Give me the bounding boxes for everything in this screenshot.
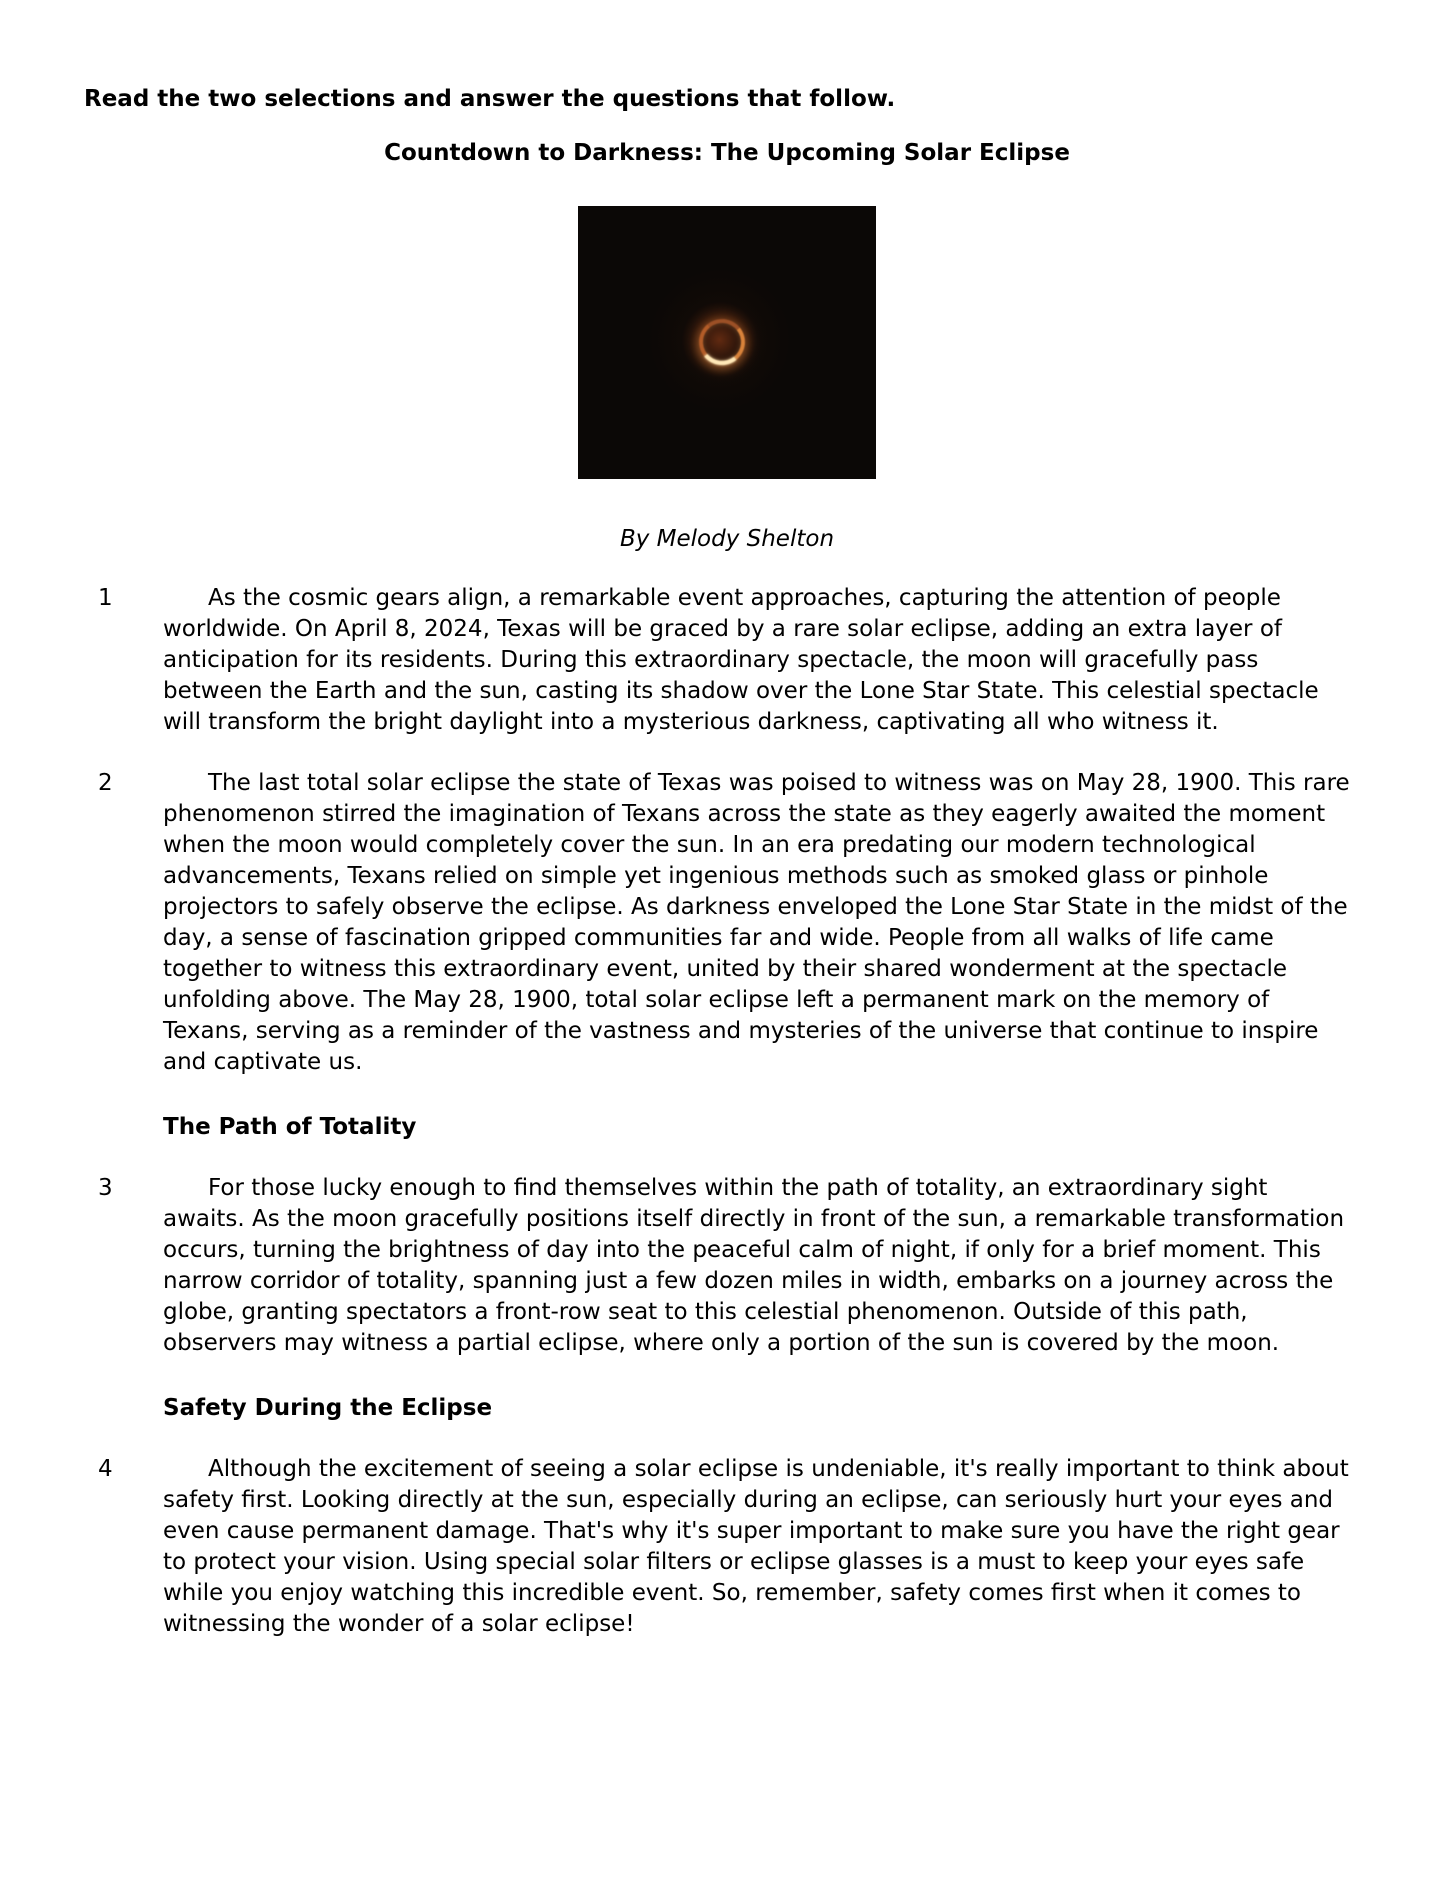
- byline: By Melody Shelton: [619, 526, 835, 552]
- paragraph-text: The last total solar eclipse the state of Texas was poised to witness was on May 28, 1900. This rare phenomenon stirred the imagination of Texans across the state as they eagerly awaited the moment when the moon would completely cover the sun. In an era predating our modern technological advancements, Texans relied on simple yet ingenious methods such as smoked glass or pinhole projectors to safely observe the eclipse. As darkness enveloped the Lone Star State in the midst of the day, a sense of fascination gripped communities far and wide. People from all walks of life came together to witness this extraordinary event, united by their shared wonderment at the spectacle unfolding above. The May 28, 1900, total solar eclipse left a permanent mark on the memory of Texans, serving as a reminder of the vastness and mysteries of the universe that continue to inspire and captivate us.: [163, 770, 1350, 1075]
- section-heading-path-of-totality: The Path of Totality: [163, 1114, 417, 1140]
- paragraph-4: [98, 1454, 1454, 1640]
- paragraph-number: 4: [98, 1456, 113, 1482]
- paragraph-1: [98, 583, 1454, 738]
- paragraph-number: 1: [98, 585, 113, 611]
- paragraph-2: [98, 768, 1454, 1078]
- instruction-text: Read the two selections and answer the questions that follow.: [84, 86, 896, 112]
- section-heading-safety-during-eclipse: Safety During the Eclipse: [163, 1395, 493, 1421]
- passage-title: Countdown to Darkness: The Upcoming Solar Eclipse: [384, 140, 1070, 166]
- paragraph-text: As the cosmic gears align, a remarkable event approaches, capturing the attention of people worldwide. On April 8, 2024, Texas will be graced by a rare solar eclipse, adding an extra layer of anticipation for its residents. During this extraordinary spectacle, the moon will gracefully pass between the Earth and the sun, casting its shadow over the Lone Star State. This celestial spectacle will transform the bright daylight into a mysterious darkness, captivating all who witness it.: [163, 585, 1319, 735]
- paragraph-text: Although the excitement of seeing a solar eclipse is undeniable, it's really important to think about safety first. Looking directly at the sun, especially during an eclipse, can seriously hurt your eyes and even cause permanent damage. That's why it's super important to make sure you have the right gear to protect your vision. Using special solar filters or eclipse glasses is a must to keep your eyes safe while you enjoy watching this incredible event. So, remember, safety comes first when it comes to witnessing the wonder of a solar eclipse!: [163, 1456, 1349, 1637]
- paragraph-number: 2: [98, 770, 113, 796]
- paragraph-3: [98, 1173, 1454, 1359]
- paragraph-text: For those lucky enough to find themselves within the path of totality, an extraordinary sight awaits. As the moon gracefully positions itself directly in front of the sun, a remarkable transformation occurs, turning the brightness of day into the peaceful calm of night, if only for a brief moment. This narrow corridor of totality, spanning just a few dozen miles in width, embarks on a journey across the globe, granting spectators a front-row seat to this celestial phenomenon. Outside of this path, observers may witness a partial eclipse, where only a portion of the sun is covered by the moon.: [163, 1175, 1345, 1356]
- paragraph-number: 3: [98, 1175, 113, 1201]
- annular-eclipse-photo: [578, 206, 876, 479]
